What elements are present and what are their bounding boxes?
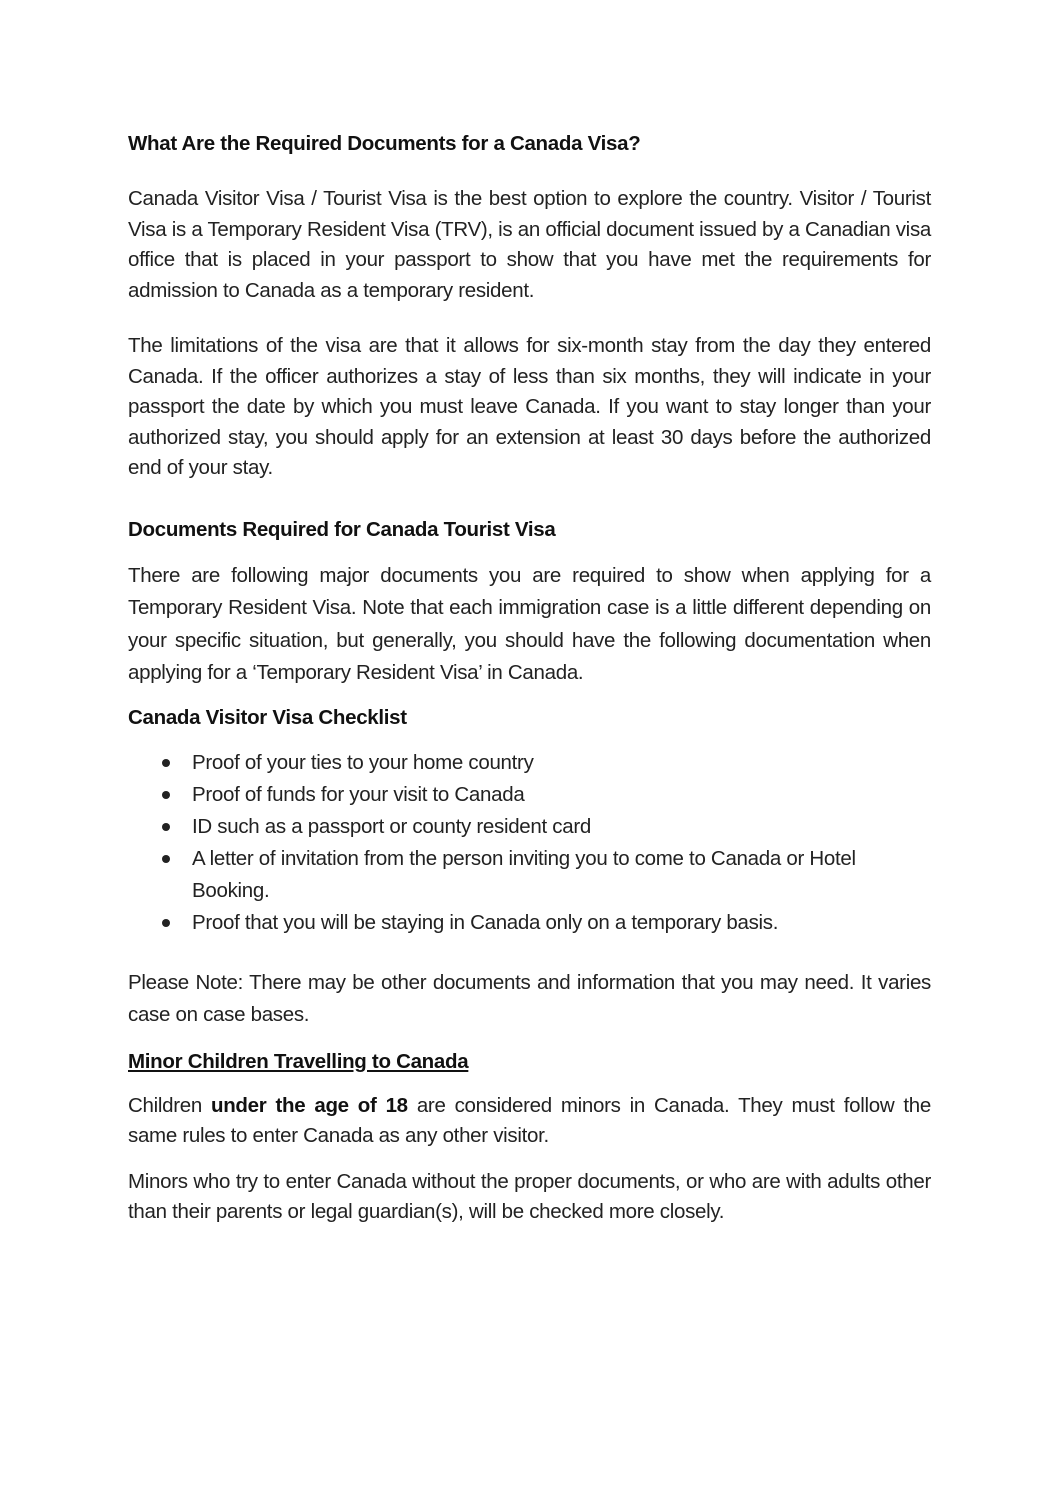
bullet-icon <box>162 791 170 799</box>
list-item: Proof of funds for your visit to Canada <box>128 779 931 811</box>
list-item: A letter of invitation from the person inviting you to come to Canada or Hotel Booking. <box>128 843 931 907</box>
checklist-heading: Canada Visitor Visa Checklist <box>128 705 407 729</box>
bullet-icon <box>162 855 170 863</box>
list-item: Proof of your ties to your home country <box>128 747 931 779</box>
intro-paragraph-1: Canada Visitor Visa / Tourist Visa is the best option to explore the country. Visitor / Tourist Visa is a Temporary Resident Visa (TRV), is an official document issued by a Canadian visa office that is placed in your passport to show that you have met the requirements for admission to Canada as a temporary resident. <box>128 187 931 302</box>
documents-paragraph: There are following major documents you are required to show when applying for a Temporary Resident Visa. Note that each immigration case is a little different depending on your specific situation, but generally, you should have the following documentation when applying for a ‘Temporary Resident Visa’ in Canada. <box>128 563 931 684</box>
list-item: ID such as a passport or county resident card <box>128 811 931 843</box>
note-paragraph: Please Note: There may be other documents and information that you may need. It varies case on case bases. <box>128 970 931 1026</box>
document-page <box>128 128 931 1228</box>
bullet-icon <box>162 919 170 927</box>
checklist <box>128 747 931 939</box>
minors-paragraph-1: Children under the age of 18 are considered minors in Canada. They must follow the same rules to enter Canada as any other visitor. <box>128 1093 931 1147</box>
bullet-icon <box>162 823 170 831</box>
minors-paragraph-2: Minors who try to enter Canada without the proper documents, or who are with adults other than their parents or legal guardian(s), will be checked more closely. <box>128 1169 931 1223</box>
age-emphasis: under the age of 18 <box>210 1093 408 1117</box>
minors-heading: Minor Children Travelling to Canada <box>128 1049 469 1073</box>
page-title: What Are the Required Documents for a Canada Visa? <box>128 132 641 155</box>
bullet-icon <box>162 759 170 767</box>
list-item: Proof that you will be staying in Canada only on a temporary basis. <box>128 907 931 939</box>
documents-heading: Documents Required for Canada Tourist Visa <box>128 517 556 541</box>
intro-paragraph-2: The limitations of the visa are that it allows for six-month stay from the day they entered Canada. If the officer authorizes a stay of less than six months, they will indicate in your passport the date by which you must leave Canada. If you want to stay longer than your authorized stay, you should apply for an extension at least 30 days before the authorized end of your stay. <box>128 334 931 479</box>
